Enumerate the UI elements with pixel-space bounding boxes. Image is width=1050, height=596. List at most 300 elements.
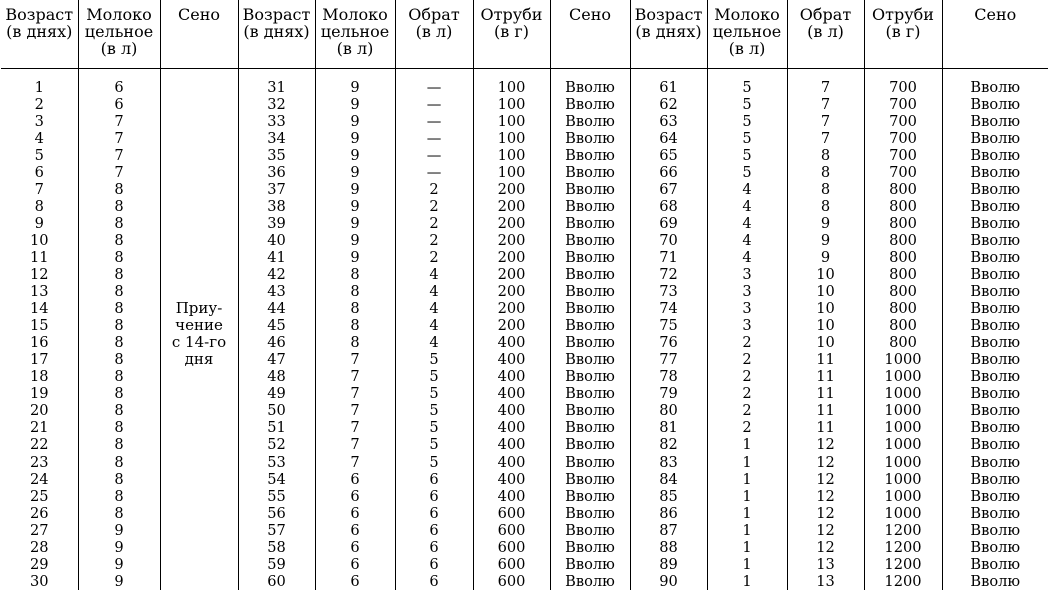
- table-cell: 7: [787, 96, 864, 113]
- table-cell: 9: [315, 215, 395, 232]
- table-row: [1, 385, 1048, 402]
- table-cell: 4: [707, 249, 787, 266]
- table-row: [1, 198, 1048, 215]
- table-cell: 46: [238, 334, 315, 351]
- table-cell: 78: [630, 368, 707, 385]
- table-row: [1, 266, 1048, 283]
- header-row: [1, 0, 1048, 68]
- column-header-line: Молоко: [322, 5, 388, 24]
- table-cell: 54: [238, 471, 315, 488]
- table-cell: 8: [78, 488, 160, 505]
- table-cell: Вволю: [942, 556, 1048, 573]
- table-cell: Вволю: [550, 539, 630, 556]
- table-cell: Вволю: [550, 368, 630, 385]
- table-cell: 69: [630, 215, 707, 232]
- table-cell: 1000: [864, 471, 942, 488]
- table-cell: 1000: [864, 505, 942, 522]
- table-cell: 800: [864, 232, 942, 249]
- table-cell: 800: [864, 198, 942, 215]
- table-cell: 5: [395, 351, 473, 368]
- table-cell: 400: [473, 488, 550, 505]
- table-row: [1, 96, 1048, 113]
- table-cell: 8: [315, 283, 395, 300]
- table-cell: 700: [864, 147, 942, 164]
- table-cell: 200: [473, 249, 550, 266]
- table-cell: 60: [238, 573, 315, 590]
- table-cell: 7: [78, 130, 160, 147]
- table-cell: 58: [238, 539, 315, 556]
- table-cell: Вволю: [942, 300, 1048, 317]
- table-cell: 8: [787, 198, 864, 215]
- table-cell: Вволю: [550, 300, 630, 317]
- table-cell: 6: [315, 539, 395, 556]
- table-cell: Вволю: [942, 334, 1048, 351]
- table-cell: Вволю: [550, 181, 630, 198]
- table-cell: 200: [473, 266, 550, 283]
- column-header-line: (в л): [807, 22, 844, 41]
- hay-note-cell: [160, 68, 238, 590]
- column-header-line: Возраст: [5, 5, 74, 24]
- table-cell: 2: [707, 351, 787, 368]
- table-cell: 10: [29, 231, 49, 249]
- table-row: [1, 215, 1048, 232]
- column-header-line: Сено: [177, 5, 220, 24]
- table-cell: 8: [78, 402, 160, 419]
- table-cell: 8: [78, 471, 160, 488]
- table-cell: 7: [315, 351, 395, 368]
- table-cell: 7: [315, 419, 395, 436]
- hay-note-line: дня: [184, 350, 214, 369]
- table-cell: 8: [78, 249, 160, 266]
- table-cell: Вволю: [550, 266, 630, 283]
- column-header-line: Отруби: [872, 5, 934, 24]
- table-cell: 72: [630, 266, 707, 283]
- column-header-line: (в днях): [635, 22, 702, 41]
- table-row: [1, 181, 1048, 198]
- table-cell: 3: [34, 112, 44, 130]
- table-cell: 70: [630, 232, 707, 249]
- table-cell: Вволю: [550, 419, 630, 436]
- table-cell: Вволю: [550, 402, 630, 419]
- table-row: [1, 317, 1048, 334]
- table-cell: Вволю: [550, 334, 630, 351]
- table-row: [1, 436, 1048, 453]
- table-cell: 62: [630, 96, 707, 113]
- table-cell: 6: [315, 522, 395, 539]
- table-cell: 9: [787, 215, 864, 232]
- table-cell: 35: [238, 147, 315, 164]
- table-cell: 2: [395, 198, 473, 215]
- table-cell: 10: [787, 283, 864, 300]
- table-cell: —: [395, 164, 473, 181]
- table-cell: 1: [707, 556, 787, 573]
- table-cell: 41: [238, 249, 315, 266]
- table-cell: 29: [29, 555, 49, 573]
- table-cell: 12: [787, 436, 864, 453]
- table-cell: Вволю: [942, 198, 1048, 215]
- table-cell: 73: [630, 283, 707, 300]
- table-cell: 7: [315, 368, 395, 385]
- table-cell: 200: [473, 215, 550, 232]
- table-cell: 5: [707, 68, 787, 96]
- table-cell: 65: [630, 147, 707, 164]
- table-cell: Вволю: [550, 96, 630, 113]
- table-cell: Вволю: [550, 113, 630, 130]
- table-cell: 12: [787, 471, 864, 488]
- column-header: [942, 0, 1048, 68]
- table-cell: 45: [238, 317, 315, 334]
- table-cell: 44: [238, 300, 315, 317]
- table-cell: 13: [29, 283, 49, 301]
- table-row: [1, 402, 1048, 419]
- table-cell: 12: [787, 522, 864, 539]
- table-row: [1, 300, 1048, 317]
- column-header-line: (в л): [336, 39, 374, 58]
- table-cell: 8: [787, 147, 864, 164]
- table-cell: 1200: [864, 522, 942, 539]
- table-cell: 21: [29, 419, 49, 437]
- table-cell: 4: [395, 283, 473, 300]
- table-cell: 77: [630, 351, 707, 368]
- table-cell: 19: [29, 385, 49, 403]
- table-cell: 6: [315, 471, 395, 488]
- table-cell: 1: [707, 539, 787, 556]
- table-cell: 1000: [864, 351, 942, 368]
- table-cell: 86: [630, 505, 707, 522]
- table-cell: 800: [864, 266, 942, 283]
- table-cell: 5: [395, 454, 473, 471]
- table-cell: 8: [78, 505, 160, 522]
- table-cell: 1200: [864, 539, 942, 556]
- table-cell: 11: [787, 419, 864, 436]
- table-cell: 2: [707, 334, 787, 351]
- feeding-table-sheet: [1, 0, 1048, 596]
- table-cell: 9: [787, 249, 864, 266]
- table-cell: 2: [707, 385, 787, 402]
- table-row: [1, 351, 1048, 368]
- table-cell: 11: [787, 402, 864, 419]
- table-cell: Вволю: [942, 402, 1048, 419]
- table-cell: Вволю: [550, 488, 630, 505]
- table-cell: 13: [787, 556, 864, 573]
- table-cell: 43: [238, 283, 315, 300]
- table-cell: —: [395, 68, 473, 96]
- column-header-line: (в л): [728, 39, 766, 58]
- table-cell: 400: [473, 436, 550, 453]
- column-header-line: Сено: [568, 5, 611, 24]
- table-cell: 87: [630, 522, 707, 539]
- table-row: [1, 522, 1048, 539]
- column-header: [630, 0, 707, 68]
- table-cell: 6: [395, 522, 473, 539]
- table-cell: 6: [34, 163, 44, 181]
- table-row: [1, 68, 1048, 96]
- table-cell: 34: [238, 130, 315, 147]
- table-cell: 22: [29, 436, 49, 454]
- column-header: [473, 0, 550, 68]
- table-cell: 2: [34, 95, 44, 113]
- table-row: [1, 573, 1048, 590]
- table-cell: 76: [630, 334, 707, 351]
- column-header-line: Обрат: [408, 5, 460, 24]
- table-cell: 42: [238, 266, 315, 283]
- table-cell: 6: [395, 471, 473, 488]
- table-cell: Вволю: [550, 215, 630, 232]
- table-cell: 400: [473, 471, 550, 488]
- table-cell: 8: [78, 232, 160, 249]
- table-cell: 12: [787, 454, 864, 471]
- table-cell: Вволю: [942, 385, 1048, 402]
- table-cell: 8: [315, 266, 395, 283]
- table-cell: 1000: [864, 402, 942, 419]
- table-cell: 400: [473, 351, 550, 368]
- table-cell: Вволю: [550, 198, 630, 215]
- table-cell: 600: [473, 539, 550, 556]
- table-cell: 2: [395, 249, 473, 266]
- table-cell: Вволю: [942, 181, 1048, 198]
- table-cell: 4: [395, 266, 473, 283]
- table-row: [1, 471, 1048, 488]
- table-cell: 7: [78, 147, 160, 164]
- table-cell: 6: [78, 96, 160, 113]
- table-cell: —: [395, 113, 473, 130]
- table-cell: 61: [630, 68, 707, 96]
- table-cell: 13: [787, 573, 864, 590]
- table-cell: Вволю: [550, 147, 630, 164]
- table-cell: 75: [630, 317, 707, 334]
- table-cell: 100: [473, 113, 550, 130]
- table-cell: 9: [78, 539, 160, 556]
- table-cell: Вволю: [550, 573, 630, 590]
- table-cell: 14: [29, 300, 49, 318]
- column-header-line: Сено: [974, 5, 1017, 24]
- table-cell: 7: [787, 68, 864, 96]
- table-cell: 90: [630, 573, 707, 590]
- feeding-table: [1, 0, 1048, 590]
- table-cell: 25: [29, 487, 49, 505]
- table-cell: 2: [707, 368, 787, 385]
- table-cell: Вволю: [942, 436, 1048, 453]
- table-cell: 5: [34, 146, 44, 164]
- column-header-line: (в л): [100, 39, 138, 58]
- table-cell: 8: [787, 181, 864, 198]
- table-cell: 400: [473, 419, 550, 436]
- table-cell: 11: [787, 385, 864, 402]
- table-cell: 1: [707, 471, 787, 488]
- table-cell: 6: [315, 556, 395, 573]
- table-body: [1, 68, 1048, 590]
- table-cell: 81: [630, 419, 707, 436]
- table-cell: 66: [630, 164, 707, 181]
- table-row: [1, 454, 1048, 471]
- table-cell: Вволю: [550, 522, 630, 539]
- table-cell: 600: [473, 573, 550, 590]
- table-cell: 9: [315, 164, 395, 181]
- table-cell: 8: [787, 164, 864, 181]
- table-cell: 9: [315, 113, 395, 130]
- column-header-line: Молоко: [86, 5, 152, 24]
- table-cell: 9: [315, 130, 395, 147]
- table-cell: 23: [29, 453, 49, 471]
- table-cell: 200: [473, 300, 550, 317]
- table-cell: 8: [78, 334, 160, 351]
- table-cell: Вволю: [550, 164, 630, 181]
- table-cell: 3: [707, 266, 787, 283]
- table-cell: 400: [473, 334, 550, 351]
- table-cell: 53: [238, 454, 315, 471]
- table-row: [1, 232, 1048, 249]
- table-cell: Вволю: [550, 249, 630, 266]
- table-cell: 49: [238, 385, 315, 402]
- table-cell: 38: [238, 198, 315, 215]
- table-cell: 5: [395, 402, 473, 419]
- table-cell: 400: [473, 368, 550, 385]
- table-cell: 1: [707, 436, 787, 453]
- table-cell: Вволю: [942, 488, 1048, 505]
- table-cell: 15: [29, 317, 49, 335]
- column-header-line: Возраст: [242, 5, 311, 24]
- table-cell: 9: [315, 147, 395, 164]
- table-cell: 28: [29, 538, 49, 556]
- table-cell: 12: [29, 266, 49, 284]
- table-cell: 100: [473, 68, 550, 96]
- table-cell: 9: [78, 522, 160, 539]
- table-cell: 8: [78, 385, 160, 402]
- table-cell: 2: [707, 419, 787, 436]
- table-cell: Вволю: [942, 96, 1048, 113]
- table-row: [1, 283, 1048, 300]
- table-cell: 30: [29, 572, 49, 590]
- table-cell: 800: [864, 300, 942, 317]
- table-cell: Вволю: [942, 368, 1048, 385]
- table-cell: Вволю: [942, 130, 1048, 147]
- table-cell: 4: [707, 215, 787, 232]
- column-header-line: (в днях): [243, 22, 310, 41]
- column-header: [864, 0, 942, 68]
- table-cell: 5: [395, 385, 473, 402]
- column-header: [238, 0, 315, 68]
- table-cell: Вволю: [942, 522, 1048, 539]
- table-cell: 9: [315, 96, 395, 113]
- table-cell: 8: [78, 351, 160, 368]
- table-cell: 100: [473, 96, 550, 113]
- table-cell: 6: [315, 505, 395, 522]
- table-cell: 9: [315, 68, 395, 96]
- column-header-line: цельное: [84, 22, 154, 41]
- table-cell: 8: [78, 266, 160, 283]
- table-cell: 32: [238, 96, 315, 113]
- table-cell: 5: [395, 419, 473, 436]
- table-cell: 100: [473, 147, 550, 164]
- table-cell: 83: [630, 454, 707, 471]
- table-cell: 6: [395, 556, 473, 573]
- table-cell: 400: [473, 454, 550, 471]
- table-cell: 400: [473, 402, 550, 419]
- table-cell: 12: [787, 488, 864, 505]
- column-header: [315, 0, 395, 68]
- table-cell: 63: [630, 113, 707, 130]
- column-header-line: (в г): [885, 22, 921, 41]
- table-cell: Вволю: [550, 130, 630, 147]
- table-cell: Вволю: [942, 573, 1048, 590]
- table-cell: 79: [630, 385, 707, 402]
- table-cell: 8: [78, 283, 160, 300]
- table-cell: 3: [707, 300, 787, 317]
- table-cell: 200: [473, 232, 550, 249]
- table-cell: 4: [34, 129, 44, 147]
- table-row: [1, 419, 1048, 436]
- table-cell: Вволю: [550, 471, 630, 488]
- table-cell: 600: [473, 505, 550, 522]
- table-cell: 6: [395, 505, 473, 522]
- table-cell: Вволю: [550, 454, 630, 471]
- hay-note-line: чение: [175, 316, 223, 335]
- table-cell: 18: [29, 368, 49, 386]
- table-cell: 200: [473, 181, 550, 198]
- table-cell: 800: [864, 249, 942, 266]
- table-cell: 27: [29, 521, 49, 539]
- table-cell: 1000: [864, 488, 942, 505]
- table-cell: 2: [395, 181, 473, 198]
- table-cell: Вволю: [942, 454, 1048, 471]
- table-cell: 1000: [864, 419, 942, 436]
- table-cell: 400: [473, 385, 550, 402]
- table-cell: Вволю: [942, 215, 1048, 232]
- column-header: [78, 0, 160, 68]
- table-cell: 6: [315, 573, 395, 590]
- table-cell: 800: [864, 334, 942, 351]
- table-cell: 20: [29, 402, 49, 420]
- column-header: [1, 0, 78, 68]
- table-cell: 8: [78, 198, 160, 215]
- table-row: [1, 130, 1048, 147]
- table-cell: 700: [864, 130, 942, 147]
- table-cell: 11: [29, 248, 49, 266]
- table-cell: Вволю: [550, 385, 630, 402]
- table-cell: 7: [78, 113, 160, 130]
- table-cell: 200: [473, 317, 550, 334]
- column-header-line: цельное: [712, 22, 782, 41]
- table-cell: 1: [34, 78, 44, 96]
- table-cell: 5: [707, 164, 787, 181]
- table-cell: 700: [864, 164, 942, 181]
- table-cell: 64: [630, 130, 707, 147]
- column-header-line: Обрат: [799, 5, 852, 24]
- table-cell: 800: [864, 215, 942, 232]
- table-cell: 12: [787, 539, 864, 556]
- table-cell: 1200: [864, 556, 942, 573]
- table-cell: Вволю: [942, 68, 1048, 96]
- table-cell: 8: [78, 419, 160, 436]
- table-cell: 7: [315, 402, 395, 419]
- table-cell: 84: [630, 471, 707, 488]
- table-cell: Вволю: [942, 232, 1048, 249]
- table-cell: 1: [707, 488, 787, 505]
- table-cell: 5: [707, 96, 787, 113]
- table-cell: 800: [864, 283, 942, 300]
- table-cell: 52: [238, 436, 315, 453]
- table-row: [1, 539, 1048, 556]
- table-cell: 11: [787, 368, 864, 385]
- table-cell: 800: [864, 317, 942, 334]
- table-cell: 6: [395, 488, 473, 505]
- column-header-line: цельное: [320, 22, 390, 41]
- table-cell: 9: [78, 556, 160, 573]
- table-cell: 1: [707, 454, 787, 471]
- table-cell: Вволю: [942, 419, 1048, 436]
- table-cell: 4: [395, 334, 473, 351]
- table-cell: 67: [630, 181, 707, 198]
